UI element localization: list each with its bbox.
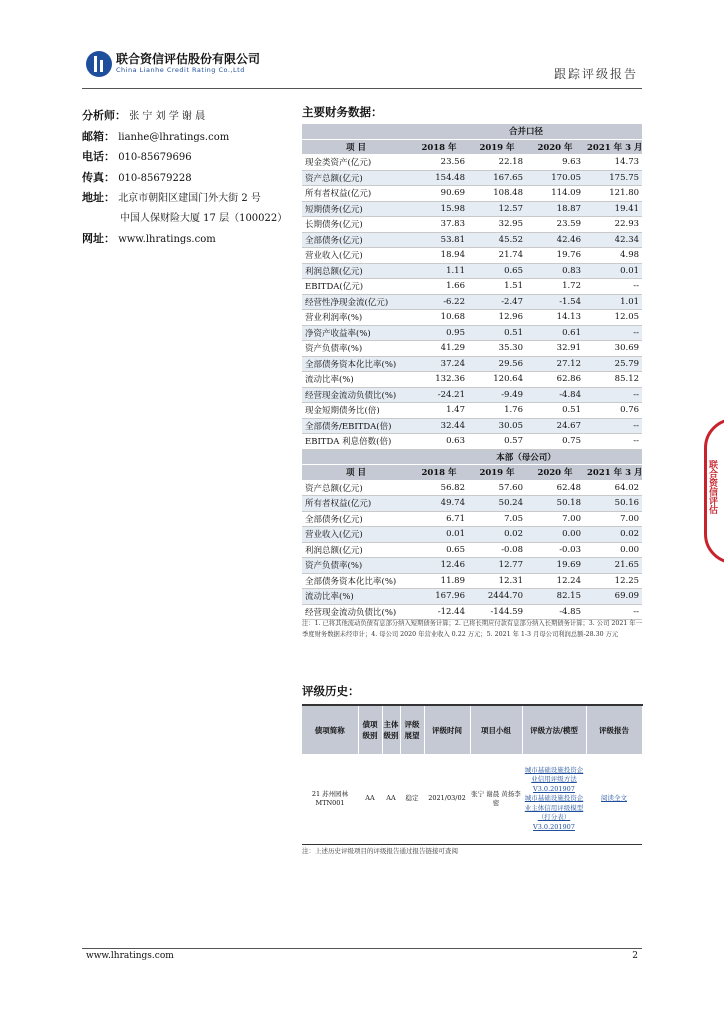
row-value: 90.69	[410, 186, 468, 202]
row-value: 19.69	[526, 558, 584, 574]
table-row	[302, 372, 642, 388]
table-row	[302, 480, 642, 496]
row-label: 经营性净现金流(亿元)	[302, 294, 410, 310]
row-value: 4.98	[584, 248, 642, 264]
year-header: 2020 年	[526, 139, 584, 155]
table-row	[302, 754, 642, 845]
phone-label: 电话：	[82, 150, 115, 163]
email-value: lianhe@lhratings.com	[118, 131, 230, 143]
company-seal-text: 联合资信评估	[707, 460, 717, 514]
table-row	[302, 232, 642, 248]
analyst-names: 张 宁 刘 学 谢 晨	[129, 111, 206, 122]
table-row	[302, 403, 642, 419]
row-value: 1.01	[584, 294, 642, 310]
row-value: 50.24	[468, 496, 526, 512]
website-value: www.lhratings.com	[118, 234, 216, 245]
row-value: 0.63	[410, 434, 468, 450]
row-value: 19.76	[526, 248, 584, 264]
table-row	[302, 511, 642, 527]
row-label: 资产负债率(%)	[302, 558, 410, 574]
fax-row	[82, 168, 292, 189]
table-row	[302, 124, 642, 139]
row-value: 167.96	[410, 589, 468, 605]
row-label: 现金类资产(亿元)	[302, 155, 410, 171]
row-value: --	[584, 325, 642, 341]
row-value: 12.05	[584, 310, 642, 326]
row-label: 全部债务(亿元)	[302, 511, 410, 527]
row-value: 7.00	[584, 511, 642, 527]
row-value: 35.30	[468, 341, 526, 357]
table-row	[302, 310, 642, 326]
row-label: 资产总额(亿元)	[302, 480, 410, 496]
row-value: 12.46	[410, 558, 468, 574]
row-label: 营业利润率(%)	[302, 310, 410, 326]
row-value: -2.47	[468, 294, 526, 310]
row-label: 经营现金流动负债比(%)	[302, 387, 410, 403]
table-row	[302, 325, 642, 341]
row-value: 23.56	[410, 155, 468, 171]
row-value: 62.48	[526, 480, 584, 496]
row-label: 现金短期债务比(倍)	[302, 403, 410, 419]
row-value: 6.71	[410, 511, 468, 527]
row-label: 全部债务/EBITDA(倍)	[302, 418, 410, 434]
row-value: 14.13	[526, 310, 584, 326]
row-value: 10.68	[410, 310, 468, 326]
row-label: 经营现金流动负债比(%)	[302, 604, 410, 620]
row-value: 0.57	[468, 434, 526, 450]
row-value: 69.09	[584, 589, 642, 605]
row-value: 19.41	[584, 201, 642, 217]
row-value: 21.65	[584, 558, 642, 574]
parent-rows	[302, 480, 642, 620]
row-value: 1.11	[410, 263, 468, 279]
row-value: 22.18	[468, 155, 526, 171]
report-cell	[586, 754, 642, 845]
row-value: --	[584, 418, 642, 434]
row-value: 175.75	[584, 170, 642, 186]
fax-value: 010-85679228	[118, 172, 192, 184]
history-header: 评级方法/模型	[522, 705, 586, 754]
year-header: 2020 年	[526, 465, 584, 481]
history-header: 评级时间	[424, 705, 470, 754]
row-value: 0.02	[468, 527, 526, 543]
row-value: 18.94	[410, 248, 468, 264]
row-value: 0.51	[526, 403, 584, 419]
table-row	[302, 418, 642, 434]
table-row	[302, 248, 642, 264]
rating-history-table	[302, 704, 643, 845]
row-value: 14.73	[584, 155, 642, 171]
row-value: -0.08	[468, 542, 526, 558]
bond-rating: AA	[365, 794, 375, 803]
read-report-link[interactable]: 阅读全文	[601, 794, 627, 803]
table-row	[302, 542, 642, 558]
table-row	[302, 170, 642, 186]
table-row	[302, 496, 642, 512]
table-row	[302, 449, 642, 465]
table-row	[302, 387, 642, 403]
row-value: 7.05	[468, 511, 526, 527]
address-row-2	[82, 209, 292, 230]
history-header: 债项级别	[358, 705, 382, 754]
website-label: 网址：	[82, 232, 115, 245]
contact-block	[82, 106, 292, 250]
table-row	[302, 279, 642, 295]
row-value: -144.59	[468, 604, 526, 620]
row-value: 0.83	[526, 263, 584, 279]
row-value: 0.00	[584, 542, 642, 558]
row-value: 82.15	[526, 589, 584, 605]
parent-header-rows	[302, 449, 642, 480]
address-line-1: 北京市朝阳区建国门外大街 2 号	[118, 193, 261, 204]
page-header	[82, 48, 642, 89]
email-label: 邮箱：	[82, 129, 115, 143]
row-label: 营业收入(亿元)	[302, 248, 410, 264]
row-value: 12.96	[468, 310, 526, 326]
financials-table	[302, 124, 642, 620]
row-value: 24.67	[526, 418, 584, 434]
table-row	[302, 589, 642, 605]
row-value: 7.00	[526, 511, 584, 527]
row-label: 全部债务资本化比率(%)	[302, 356, 410, 372]
row-label: 资产总额(亿元)	[302, 170, 410, 186]
table-row	[302, 201, 642, 217]
page-number: 2	[632, 951, 638, 961]
row-value: -4.85	[526, 604, 584, 620]
row-value: --	[584, 434, 642, 450]
table-header-blank	[302, 124, 410, 139]
rating-history-title: 评级历史：	[302, 684, 360, 698]
email-row	[82, 127, 292, 148]
rating-method-cell	[522, 754, 586, 845]
row-value: 25.79	[584, 356, 642, 372]
row-value: -12.44	[410, 604, 468, 620]
row-label: 长期债务(亿元)	[302, 217, 410, 233]
row-value: -4.84	[526, 387, 584, 403]
row-value: 0.95	[410, 325, 468, 341]
row-value: 9.63	[526, 155, 584, 171]
table-row	[302, 217, 642, 233]
history-header: 项目小组	[470, 705, 522, 754]
row-value: 0.65	[468, 263, 526, 279]
row-label: 全部债务资本化比率(%)	[302, 573, 410, 589]
row-label: 净资产收益率(%)	[302, 325, 410, 341]
rating-outlook: 稳定	[405, 794, 419, 803]
phone-value: 010-85679696	[118, 152, 192, 163]
row-value: -24.21	[410, 387, 468, 403]
row-value: 37.24	[410, 356, 468, 372]
row-value: 0.02	[584, 527, 642, 543]
website-row	[82, 229, 292, 250]
year-header: 2021 年 3 月	[584, 465, 642, 481]
row-value: 167.65	[468, 170, 526, 186]
row-label: 所有者权益(亿元)	[302, 496, 410, 512]
row-value: 57.60	[468, 480, 526, 496]
row-value: 11.89	[410, 573, 468, 589]
row-value: 12.77	[468, 558, 526, 574]
row-value: 132.36	[410, 372, 468, 388]
table-row	[302, 139, 642, 155]
table-row	[302, 705, 642, 754]
item-header: 项 目	[302, 465, 410, 481]
analyst-row	[82, 106, 292, 127]
year-header: 2018 年	[410, 465, 468, 481]
bond-name: 21 苏州园林 MTN001	[311, 789, 349, 807]
rating-method-link[interactable]: 城市基础设施投资企业信用评级方法 V3.0.201907	[524, 765, 584, 793]
row-value: -6.22	[410, 294, 468, 310]
row-value: 42.46	[526, 232, 584, 248]
year-header: 2019 年	[468, 465, 526, 481]
company-logo-icon	[86, 51, 112, 77]
address-label: 地址：	[82, 191, 115, 204]
row-value: 37.83	[410, 217, 468, 233]
row-value: 56.82	[410, 480, 468, 496]
item-header: 项 目	[302, 139, 410, 155]
row-value: 2444.70	[468, 589, 526, 605]
history-header: 评级报告	[586, 705, 642, 754]
row-label: 流动比率(%)	[302, 372, 410, 388]
financials-note: 注：1. 已将其他流动负债有息部分纳入短期债务计算；2. 已将长期应付款有息部分纳入长期债务计算；3. 公司 2021 年一季度财务数据未经审计；4. 母公司 2020 年营业收入 0.22 万元；5. 2021 年 1-3 月母公司利润总额-28.30 万元	[302, 620, 643, 638]
row-value: --	[584, 387, 642, 403]
page-footer	[82, 948, 642, 965]
group-header: 合并口径	[410, 124, 642, 139]
row-value: 50.18	[526, 496, 584, 512]
row-value: 64.02	[584, 480, 642, 496]
row-value: --	[584, 279, 642, 295]
fax-label: 传真：	[82, 170, 115, 184]
table-row	[302, 558, 642, 574]
table-row	[302, 341, 642, 357]
row-value: 12.57	[468, 201, 526, 217]
row-value: 18.87	[526, 201, 584, 217]
row-label: EBITDA 利息倍数(倍)	[302, 434, 410, 450]
table-row	[302, 434, 642, 450]
row-value: 49.74	[410, 496, 468, 512]
row-value: 12.25	[584, 573, 642, 589]
row-value: 114.09	[526, 186, 584, 202]
table-header-blank	[302, 449, 410, 465]
year-header: 2021 年 3 月	[584, 139, 642, 155]
year-header: 2018 年	[410, 139, 468, 155]
analyst-label: 分析师：	[82, 109, 126, 122]
rating-date: 2021/03/02	[428, 794, 466, 803]
financials-title: 主要财务数据：	[302, 105, 383, 119]
row-value: 0.61	[526, 325, 584, 341]
table-row	[302, 527, 642, 543]
row-value: 15.98	[410, 201, 468, 217]
row-value: 30.05	[468, 418, 526, 434]
year-header: 2019 年	[468, 139, 526, 155]
row-value: 1.66	[410, 279, 468, 295]
row-label: 利润总额(亿元)	[302, 263, 410, 279]
row-label: EBITDA(亿元)	[302, 279, 410, 295]
row-label: 所有者权益(亿元)	[302, 186, 410, 202]
company-name-en: China Lianhe Credit Rating Co.,Ltd	[116, 66, 245, 74]
history-header: 债项简称	[302, 705, 358, 754]
rating-history-note: 注：上述历史评级项目的评级报告通过报告链接可查阅	[302, 847, 458, 855]
row-value: 53.81	[410, 232, 468, 248]
row-value: 0.65	[410, 542, 468, 558]
row-value: 108.48	[468, 186, 526, 202]
row-label: 营业收入(亿元)	[302, 527, 410, 543]
history-header: 评级展望	[400, 705, 424, 754]
row-value: 32.44	[410, 418, 468, 434]
document-type: 跟踪评级报告	[553, 67, 638, 81]
parent-header: 本部（母公司）	[410, 449, 642, 465]
row-value: 85.12	[584, 372, 642, 388]
row-label: 短期债务(亿元)	[302, 201, 410, 217]
row-value: 0.76	[584, 403, 642, 419]
phone-row	[82, 147, 292, 168]
row-value: 21.74	[468, 248, 526, 264]
project-team: 张宁 谢晨 黄扬李密	[471, 789, 521, 807]
row-label: 全部债务(亿元)	[302, 232, 410, 248]
table-row	[302, 573, 642, 589]
row-value: 0.01	[410, 527, 468, 543]
row-value: 1.51	[468, 279, 526, 295]
row-value: 0.51	[468, 325, 526, 341]
row-label: 利润总额(亿元)	[302, 542, 410, 558]
row-value: 42.34	[584, 232, 642, 248]
row-value: 41.29	[410, 341, 468, 357]
row-value: 32.95	[468, 217, 526, 233]
row-value: -9.49	[468, 387, 526, 403]
table-row	[302, 263, 642, 279]
row-value: 154.48	[410, 170, 468, 186]
row-value: 62.86	[526, 372, 584, 388]
row-value: 29.56	[468, 356, 526, 372]
address-line-2: 中国人保财险大厦 17 层（100022）	[120, 212, 288, 224]
row-value: 22.93	[584, 217, 642, 233]
rating-model-link[interactable]: 城市基础设施投资企业主体信用评级模型（打分表） V3.0.201907	[524, 794, 584, 831]
row-value: 0.75	[526, 434, 584, 450]
address-row	[82, 188, 292, 209]
row-value: 1.76	[468, 403, 526, 419]
table-row	[302, 465, 642, 481]
history-header: 主体级别	[382, 705, 400, 754]
row-value: -0.03	[526, 542, 584, 558]
row-value: 30.69	[584, 341, 642, 357]
row-value: 1.47	[410, 403, 468, 419]
row-value: 120.64	[468, 372, 526, 388]
row-value: -1.54	[526, 294, 584, 310]
row-value: --	[584, 604, 642, 620]
row-value: 12.24	[526, 573, 584, 589]
row-value: 1.72	[526, 279, 584, 295]
row-value: 121.80	[584, 186, 642, 202]
company-name-cn: 联合资信评估股份有限公司	[116, 52, 261, 66]
row-value: 27.12	[526, 356, 584, 372]
row-value: 50.16	[584, 496, 642, 512]
row-value: 23.59	[526, 217, 584, 233]
row-label: 资产负债率(%)	[302, 341, 410, 357]
table-row	[302, 155, 642, 171]
table-row	[302, 356, 642, 372]
row-value: 170.05	[526, 170, 584, 186]
table-row	[302, 186, 642, 202]
row-value: 0.01	[584, 263, 642, 279]
issuer-rating: AA	[386, 794, 396, 803]
footer-website: www.lhratings.com	[86, 951, 174, 961]
row-value: 12.31	[468, 573, 526, 589]
row-value: 45.52	[468, 232, 526, 248]
row-value: 32.91	[526, 341, 584, 357]
row-value: 0.00	[526, 527, 584, 543]
consolidated-rows	[302, 155, 642, 450]
table-row	[302, 294, 642, 310]
row-label: 流动比率(%)	[302, 589, 410, 605]
